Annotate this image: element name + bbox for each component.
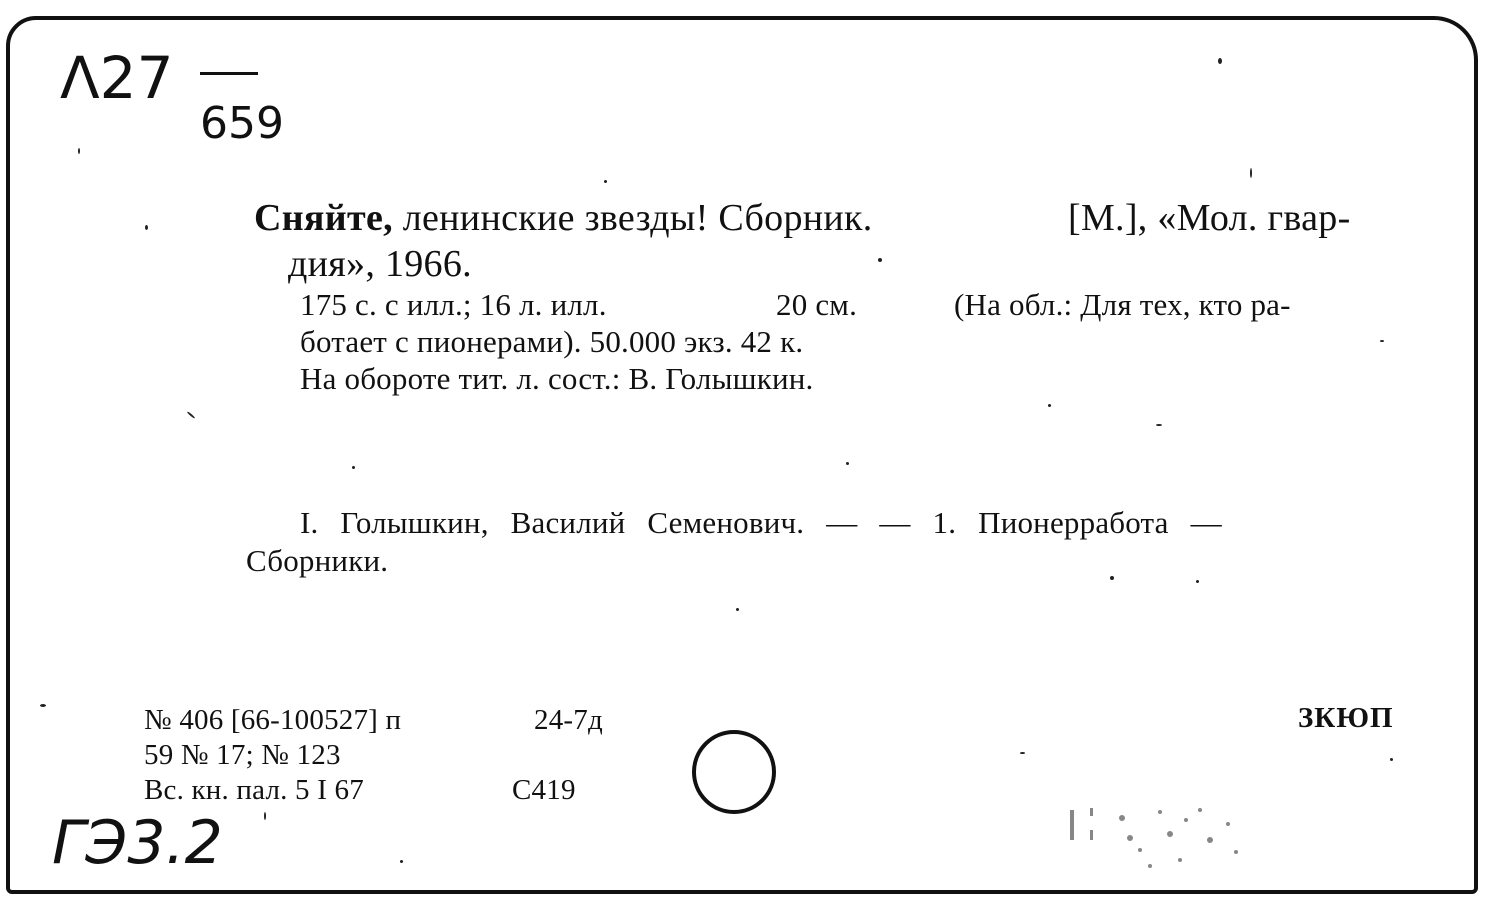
shelfmark-fraction-bar	[200, 72, 258, 75]
faded-stamp-residue	[1060, 790, 1260, 880]
tracing-line2: Сборники.	[246, 543, 389, 578]
speck	[400, 860, 403, 863]
speck	[1196, 580, 1199, 583]
physical-line1-b: 20 см.	[776, 287, 858, 322]
ref-line1-a: № 406 [66-100527] п	[144, 704, 402, 736]
speck	[264, 812, 266, 820]
speck	[878, 258, 882, 262]
title-lead: Сняйте,	[254, 197, 393, 239]
ref-line3-b: С419	[512, 774, 576, 806]
speck	[1020, 752, 1025, 754]
physical-line1-a: 175 с. с илл.; 16 л. илл.	[300, 287, 607, 322]
speck	[1156, 424, 1162, 426]
tracing-line1: I. Голышкин, Василий Семенович. — — 1. Пионерработа —	[300, 505, 1222, 540]
speck	[352, 466, 355, 469]
ref-line3-a: Вс. кн. пал. 5 I 67	[144, 774, 364, 806]
speck	[40, 704, 46, 707]
speck	[1250, 168, 1252, 178]
publisher-part1: [М.], «Мол. гвар-	[1068, 197, 1351, 239]
handwritten-shelfmark-top: Λ27	[60, 44, 174, 112]
speck	[1110, 576, 1114, 580]
handwritten-shelfmark-sub: 659	[200, 98, 284, 149]
physical-line1-c: (На обл.: Для тех, кто ра-	[954, 287, 1291, 322]
publisher-part2: дия», 1966.	[288, 243, 472, 285]
library-code: ЗКЮП	[1298, 702, 1394, 734]
note-line: На обороте тит. л. сост.: В. Голышкин.	[300, 361, 814, 396]
title-line	[254, 196, 873, 240]
speck	[1390, 758, 1393, 761]
speck	[1048, 404, 1051, 407]
speck	[145, 225, 148, 230]
speck	[1380, 340, 1384, 342]
speck	[604, 180, 607, 183]
ref-line1-b: 24-7д	[534, 704, 603, 736]
speck	[78, 148, 80, 154]
speck	[736, 608, 739, 611]
speck	[846, 462, 849, 465]
physical-line2: ботает с пионерами). 50.000 экз. 42 к.	[300, 324, 804, 359]
ref-line2: 59 № 17; № 123	[144, 739, 341, 771]
speck	[1218, 58, 1222, 64]
title-rest: ленинские звезды! Сборник.	[392, 197, 873, 239]
handwritten-shelfmark-bottom: ГЭ3.2	[52, 808, 223, 878]
punch-hole-circle	[692, 730, 776, 814]
